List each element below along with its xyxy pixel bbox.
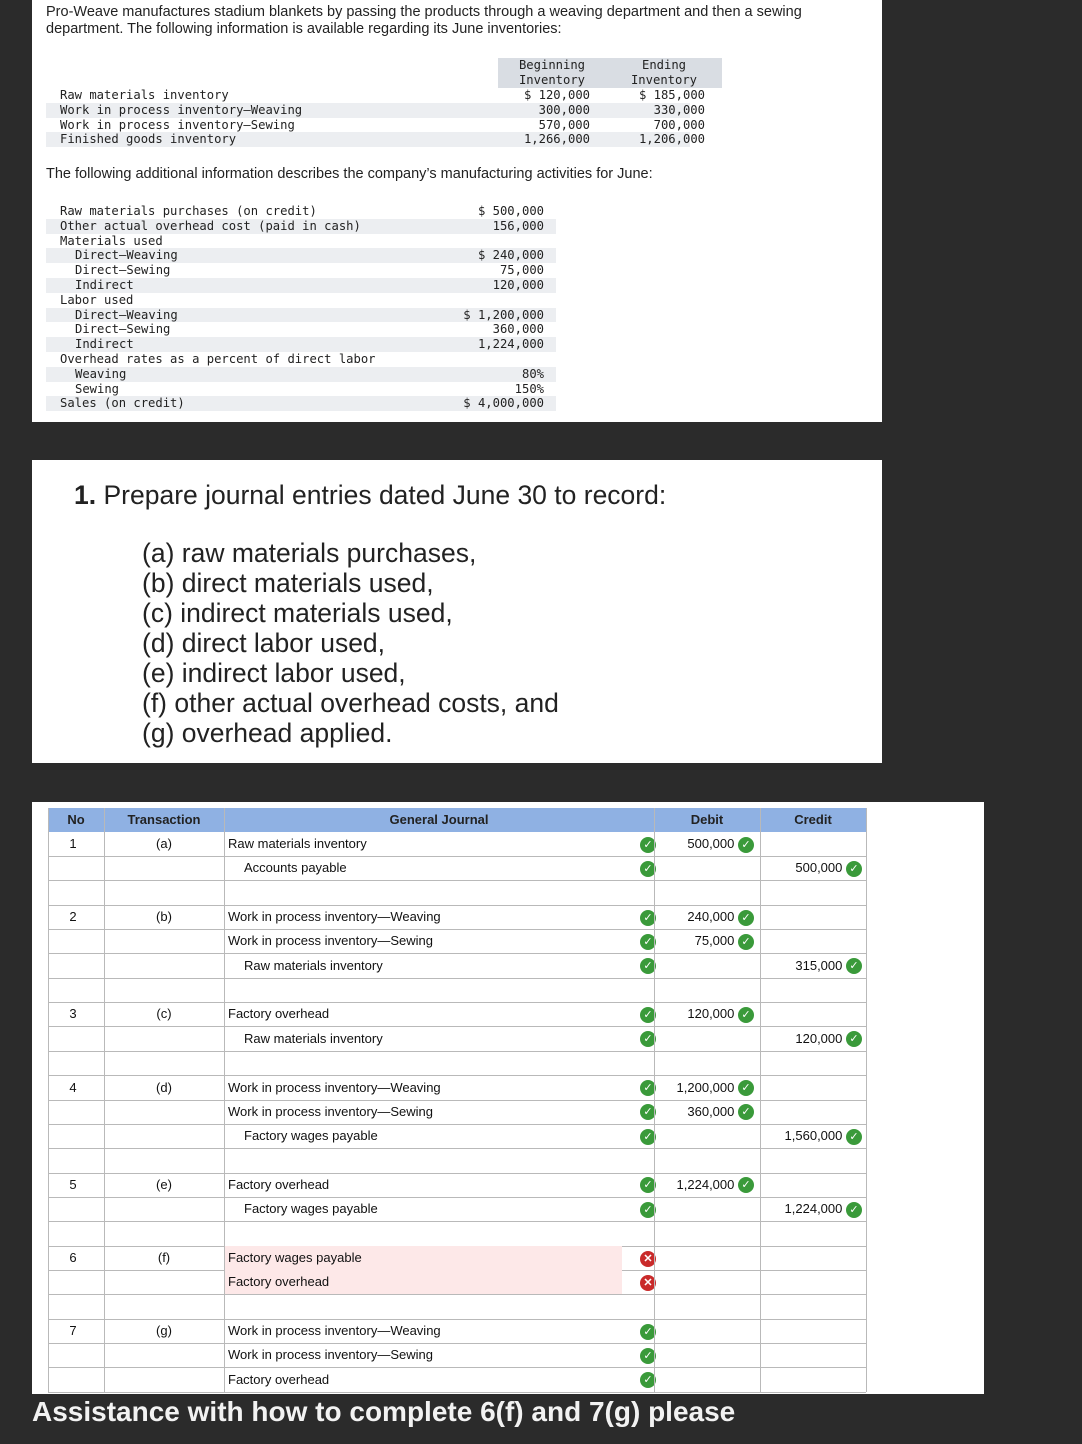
row-number — [48, 881, 98, 905]
journal-row — [48, 1100, 866, 1125]
account-field[interactable]: Factory wages payable — [244, 1128, 378, 1144]
col-header-no: No — [48, 808, 104, 832]
check-icon: ✓ — [640, 1124, 660, 1148]
journal-row — [48, 954, 866, 979]
credit-field[interactable] — [760, 1027, 862, 1051]
col-header-credit: Credit — [760, 808, 866, 832]
additional-label: Indirect — [75, 278, 134, 292]
question-title — [74, 480, 666, 511]
credit-field[interactable] — [760, 954, 862, 978]
additional-label: Direct—Sewing — [75, 263, 171, 278]
credit-value: 1,224,000 — [784, 1201, 843, 1217]
transaction-label — [104, 1343, 224, 1367]
journal-row — [48, 978, 866, 1003]
transaction-label — [104, 954, 224, 978]
debit-field[interactable] — [654, 1100, 754, 1124]
row-number — [48, 1027, 98, 1051]
question-item: (e) indirect labor used, — [142, 658, 406, 688]
additional-label: Direct—Weaving — [75, 248, 178, 263]
account-field[interactable] — [224, 1222, 622, 1246]
transaction-label — [104, 1124, 224, 1148]
transaction-label: (g) — [156, 1323, 172, 1338]
additional-value: $ 4,000,000 — [463, 396, 544, 411]
additional-label: Overhead rates as a percent of direct labor — [60, 352, 376, 366]
journal-row — [48, 1124, 866, 1149]
question-item: (g) overhead applied. — [142, 718, 393, 748]
transaction-label — [104, 1051, 224, 1075]
row-number — [48, 929, 98, 953]
row-number: 4 — [69, 1079, 77, 1095]
ending-header-line2: Inventory — [630, 72, 698, 87]
question-item: (b) direct materials used, — [142, 568, 434, 598]
check-icon: ✓ — [846, 1202, 862, 1218]
col-header-debit: Debit — [654, 808, 760, 832]
debit-value: 120,000 — [687, 1006, 735, 1022]
journal-row — [48, 1319, 866, 1344]
additional-intro: The following additional information describes the company’s manufacturing activities for June: — [46, 166, 653, 182]
journal-row — [48, 1295, 866, 1320]
check-icon: ✓ — [640, 1368, 660, 1392]
additional-label: Weaving — [75, 366, 127, 381]
debit-field[interactable] — [654, 1368, 754, 1392]
debit-field[interactable] — [654, 881, 754, 905]
credit-field[interactable] — [760, 1197, 862, 1221]
row-number — [48, 1343, 98, 1367]
additional-label: Materials used — [60, 233, 163, 248]
debit-value: 1,200,000 — [676, 1079, 735, 1095]
credit-field[interactable] — [760, 929, 862, 953]
journal-panel — [32, 802, 984, 1394]
credit-field[interactable] — [760, 1173, 862, 1197]
debit-field[interactable] — [654, 1270, 754, 1294]
row-number — [48, 1197, 98, 1221]
ending-header-line1: Ending — [641, 58, 687, 72]
debit-field[interactable] — [654, 929, 754, 953]
debit-field[interactable] — [654, 1343, 754, 1367]
credit-field[interactable] — [760, 1319, 862, 1343]
row-number: 1 — [69, 836, 77, 851]
credit-field[interactable] — [760, 1124, 862, 1148]
check-icon: ✓ — [640, 1343, 660, 1367]
account-field[interactable] — [224, 881, 622, 905]
additional-value: 120,000 — [492, 278, 544, 292]
account-field[interactable]: Work in process inventory—Weaving — [228, 1079, 441, 1095]
credit-field[interactable] — [760, 1343, 862, 1367]
credit-field[interactable] — [760, 1295, 862, 1319]
account-field[interactable] — [224, 1149, 622, 1173]
credit-value: 1,560,000 — [784, 1128, 843, 1144]
check-icon: ✓ — [640, 905, 660, 929]
transaction-label — [104, 1197, 224, 1221]
inventory-label: Work in process inventory—Weaving — [60, 102, 303, 117]
check-icon: ✓ — [738, 1007, 754, 1023]
inventory-row — [46, 88, 705, 103]
check-icon: ✓ — [846, 958, 862, 974]
journal-row — [48, 1246, 866, 1271]
inventory-beginning: $ 120,000 — [523, 88, 590, 102]
debit-value: 500,000 — [687, 836, 735, 851]
inventory-ending: 1,206,000 — [638, 132, 705, 147]
account-field[interactable]: Work in process inventory—Sewing — [228, 1347, 433, 1363]
debit-field[interactable] — [654, 905, 754, 929]
col-header-general-journal: General Journal — [224, 808, 654, 832]
beginning-header-line2: Inventory — [518, 72, 586, 87]
debit-field[interactable] — [654, 1076, 754, 1100]
question-item: (c) indirect materials used, — [142, 598, 453, 628]
question-item: (f) other actual overhead costs, and — [142, 688, 559, 718]
transaction-label — [104, 1027, 224, 1051]
credit-field[interactable] — [760, 1149, 862, 1173]
additional-value: $ 500,000 — [477, 204, 544, 218]
journal-row — [48, 1149, 866, 1174]
additional-value: 360,000 — [492, 322, 544, 337]
check-icon: ✓ — [640, 1002, 660, 1026]
inventory-row — [46, 102, 705, 118]
credit-field[interactable] — [760, 1368, 862, 1392]
check-icon: ✓ — [640, 1319, 660, 1343]
column-divider — [866, 808, 867, 1392]
error-icon: ✕ — [640, 1270, 660, 1294]
debit-field[interactable] — [654, 1124, 754, 1148]
credit-field[interactable] — [760, 1246, 862, 1270]
additional-value: $ 1,200,000 — [463, 307, 544, 322]
debit-field[interactable] — [654, 978, 754, 1002]
inventory-beginning: 300,000 — [538, 102, 590, 117]
credit-field[interactable] — [760, 881, 862, 905]
row-number — [48, 1100, 98, 1124]
debit-field[interactable] — [654, 1173, 754, 1197]
journal-row — [48, 1197, 866, 1222]
journal-row — [48, 1343, 866, 1368]
row-number: 6 — [69, 1249, 77, 1265]
account-field[interactable]: Accounts payable — [244, 860, 347, 876]
additional-label: Direct—Weaving — [75, 307, 178, 322]
debit-field[interactable] — [654, 1027, 754, 1051]
row-number — [48, 1270, 98, 1294]
account-field[interactable]: Raw materials inventory — [244, 1030, 383, 1046]
additional-label: Sewing — [75, 381, 120, 396]
row-number: 5 — [69, 1176, 77, 1192]
debit-field[interactable] — [654, 1222, 754, 1246]
inventory-label: Work in process inventory—Sewing — [60, 117, 295, 132]
debit-field[interactable] — [654, 1246, 754, 1270]
account-field[interactable]: Factory overhead — [224, 1270, 622, 1294]
question-number: 1. — [74, 480, 97, 510]
column-divider — [760, 808, 761, 1392]
transaction-label — [104, 1149, 224, 1173]
problem-panel — [32, 0, 882, 422]
debit-field[interactable] — [654, 1051, 754, 1075]
additional-label: Raw materials purchases (on credit) — [60, 204, 317, 218]
inventory-label: Raw materials inventory — [60, 88, 229, 102]
column-divider — [48, 808, 49, 1392]
additional-label: Indirect — [75, 337, 134, 352]
inventory-ending: 700,000 — [653, 117, 705, 132]
debit-value: 1,224,000 — [676, 1176, 735, 1192]
additional-value: 75,000 — [499, 263, 544, 278]
transaction-label: (b) — [156, 909, 172, 925]
journal-row — [48, 1368, 866, 1393]
check-icon: ✓ — [640, 1100, 660, 1124]
additional-label: Other actual overhead cost (paid in cash) — [60, 218, 361, 233]
row-number — [48, 978, 98, 1002]
account-field[interactable]: Work in process inventory—Sewing — [228, 933, 433, 949]
transaction-label — [104, 1100, 224, 1124]
row-number: 2 — [69, 909, 77, 925]
account-field[interactable] — [224, 1051, 622, 1075]
check-icon: ✓ — [640, 856, 660, 880]
check-icon: ✓ — [738, 1104, 754, 1120]
row-number — [48, 1051, 98, 1075]
row-number — [48, 1149, 98, 1173]
account-field[interactable]: Factory wages payable — [244, 1201, 378, 1217]
inventory-row — [46, 117, 705, 133]
column-divider — [104, 808, 105, 1392]
account-field[interactable]: Work in process inventory—Weaving — [228, 909, 441, 925]
debit-field[interactable] — [654, 1197, 754, 1221]
additional-value: 150% — [514, 381, 544, 396]
debit-value: 240,000 — [687, 909, 735, 925]
debit-field[interactable] — [654, 1319, 754, 1343]
row-number — [48, 856, 98, 880]
check-icon: ✓ — [640, 1197, 660, 1221]
journal-row — [48, 905, 866, 930]
transaction-label — [104, 1295, 224, 1319]
journal-row — [48, 832, 866, 857]
credit-field[interactable] — [760, 1100, 862, 1124]
check-icon: ✓ — [640, 1027, 660, 1051]
additional-label: Direct—Sewing — [75, 322, 171, 337]
ending-header — [606, 58, 722, 88]
account-field[interactable]: Factory overhead — [228, 1176, 330, 1192]
beginning-header — [498, 58, 606, 88]
check-icon: ✓ — [738, 1177, 754, 1193]
transaction-label — [104, 881, 224, 905]
transaction-label — [104, 978, 224, 1002]
debit-field[interactable] — [654, 832, 754, 856]
debit-field[interactable] — [654, 954, 754, 978]
beginning-header-line1: Beginning — [518, 58, 586, 72]
check-icon: ✓ — [640, 832, 660, 856]
row-number — [48, 954, 98, 978]
check-icon: ✓ — [640, 954, 660, 978]
journal-row — [48, 1002, 866, 1027]
debit-field[interactable] — [654, 1295, 754, 1319]
additional-value: 80% — [521, 366, 544, 381]
debit-value: 360,000 — [687, 1103, 735, 1119]
row-number — [48, 1295, 98, 1319]
question-title-text: Prepare journal entries dated June 30 to record: — [103, 480, 667, 510]
inventory-ending: 330,000 — [653, 102, 705, 117]
check-icon: ✓ — [846, 1129, 862, 1145]
inventory-row — [46, 132, 705, 147]
account-field[interactable]: Work in process inventory—Weaving — [228, 1323, 441, 1338]
column-divider — [654, 808, 655, 1392]
transaction-label: (d) — [156, 1079, 172, 1095]
check-icon: ✓ — [640, 929, 660, 953]
journal-row — [48, 1051, 866, 1076]
row-number: 7 — [69, 1323, 77, 1338]
transaction-label — [104, 929, 224, 953]
check-icon: ✓ — [738, 1080, 754, 1096]
column-divider — [224, 808, 225, 1392]
check-icon: ✓ — [846, 861, 862, 877]
debit-field[interactable] — [654, 1002, 754, 1026]
transaction-label — [104, 1270, 224, 1294]
debit-field[interactable] — [654, 856, 754, 880]
credit-field[interactable] — [760, 832, 862, 856]
journal-row — [48, 1027, 866, 1052]
problem-intro: Pro-Weave manufactures stadium blankets by passing the products through a weaving department and then a sewing department. The following information is available regarding its June inventories: — [46, 4, 802, 37]
transaction-label — [104, 1368, 224, 1392]
additional-label: Labor used — [60, 292, 134, 307]
credit-field[interactable] — [760, 1076, 862, 1100]
row-number: 3 — [69, 1006, 77, 1022]
col-header-transaction: Transaction — [104, 808, 224, 832]
inventory-beginning: 570,000 — [538, 117, 590, 132]
row-number — [48, 1222, 98, 1246]
account-field[interactable] — [224, 978, 622, 1002]
check-icon: ✓ — [738, 910, 754, 926]
debit-value: 75,000 — [694, 933, 735, 949]
credit-field[interactable] — [760, 1051, 862, 1075]
check-icon: ✓ — [846, 1031, 862, 1047]
question-item: (d) direct labor used, — [142, 628, 386, 658]
inventory-label: Finished goods inventory — [60, 132, 237, 147]
credit-value: 120,000 — [795, 1030, 843, 1046]
additional-value: 156,000 — [492, 218, 544, 233]
debit-field[interactable] — [654, 1149, 754, 1173]
account-field[interactable]: Work in process inventory—Sewing — [228, 1103, 433, 1119]
check-icon: ✓ — [640, 1076, 660, 1100]
journal-row — [48, 1270, 866, 1295]
credit-field[interactable] — [760, 905, 862, 929]
account-field[interactable]: Raw materials inventory — [244, 957, 383, 973]
account-field[interactable]: Factory overhead — [228, 1006, 330, 1022]
question-panel — [32, 460, 882, 763]
check-icon: ✓ — [640, 1173, 660, 1197]
credit-field[interactable] — [760, 978, 862, 1002]
additional-label: Sales (on credit) — [60, 396, 185, 411]
transaction-label: (e) — [156, 1176, 172, 1192]
inventory-ending: $ 185,000 — [638, 88, 705, 102]
question-item: (a) raw materials purchases, — [142, 538, 477, 568]
credit-value: 500,000 — [795, 860, 843, 876]
check-icon: ✓ — [738, 837, 754, 853]
transaction-label — [104, 1222, 224, 1246]
question-items — [142, 538, 559, 748]
account-field[interactable]: Factory wages payable — [224, 1246, 622, 1270]
journal-row — [48, 856, 866, 881]
additional-value: 1,224,000 — [477, 337, 544, 352]
account-field[interactable] — [224, 1295, 622, 1319]
transaction-label: (f) — [157, 1249, 171, 1265]
credit-field[interactable] — [760, 1270, 862, 1294]
credit-value: 315,000 — [795, 957, 843, 973]
transaction-label: (c) — [156, 1006, 172, 1022]
row-number — [48, 1368, 98, 1392]
inventory-beginning: 1,266,000 — [523, 132, 590, 147]
transaction-label: (a) — [156, 836, 172, 851]
credit-field[interactable] — [760, 1002, 862, 1026]
credit-field[interactable] — [760, 856, 862, 880]
journal-row — [48, 1173, 866, 1198]
row-number — [48, 1124, 98, 1148]
journal-row — [48, 1076, 866, 1101]
account-field[interactable]: Factory overhead — [228, 1371, 330, 1387]
credit-field[interactable] — [760, 1222, 862, 1246]
journal-row — [48, 929, 866, 954]
additional-value: $ 240,000 — [477, 248, 544, 263]
error-icon: ✕ — [640, 1246, 660, 1270]
check-icon: ✓ — [738, 934, 754, 950]
account-field[interactable]: Raw materials inventory — [228, 836, 367, 851]
journal-row — [48, 1222, 866, 1247]
journal-row — [48, 881, 866, 906]
help-request-text: Assistance with how to complete 6(f) and 7(g) please — [32, 1396, 736, 1427]
transaction-label — [104, 856, 224, 880]
